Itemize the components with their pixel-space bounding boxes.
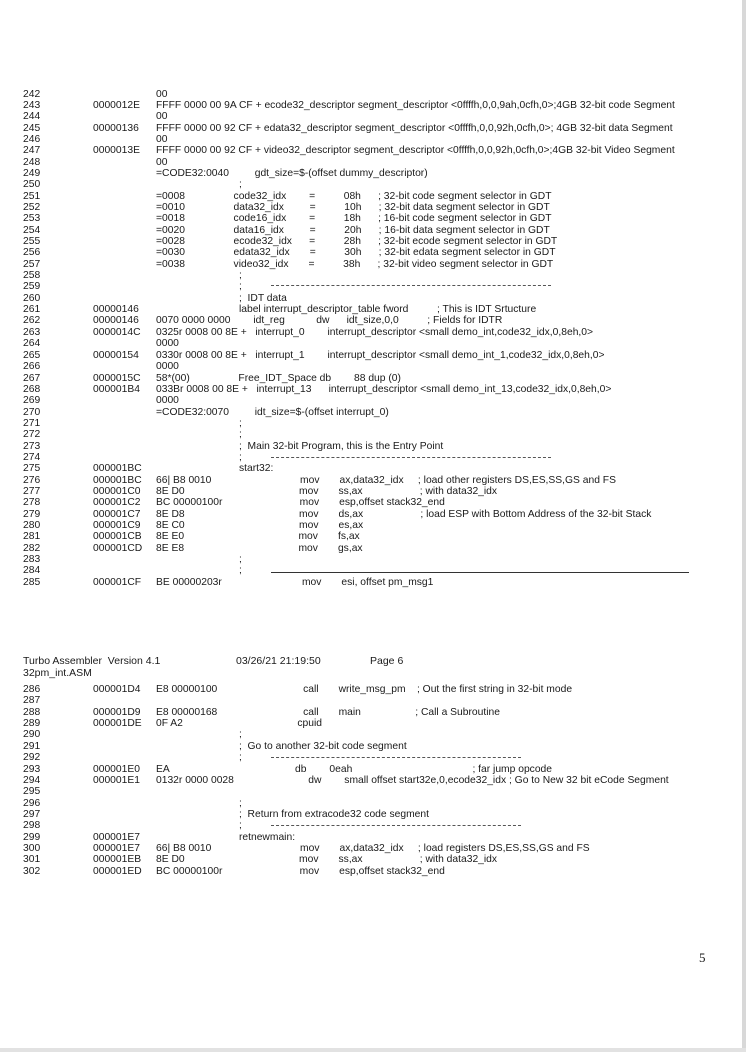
- line-number: 293: [23, 764, 41, 775]
- line-address: 000001E0: [93, 764, 140, 775]
- line-number: 267: [23, 373, 41, 384]
- line-code: 8E E0 mov fs,ax: [156, 531, 360, 542]
- line-number: 280: [23, 520, 41, 531]
- line-code: 8E D0 mov ss,ax ; with data32_idx: [156, 486, 498, 497]
- line-number: 270: [23, 407, 41, 418]
- line-code: =0018 code16_idx = 18h ; 16-bit code segment selector in GDT: [156, 213, 552, 224]
- line-code: =0008 code32_idx = 08h ; 32-bit code segment selector in GDT: [156, 191, 552, 202]
- line-address: 000001E7: [93, 832, 140, 843]
- line-number: 282: [23, 543, 41, 554]
- line-code: 8E C0 mov es,ax: [156, 520, 364, 531]
- line-number: 266: [23, 361, 41, 372]
- line-number: 288: [23, 707, 41, 718]
- line-number: 286: [23, 684, 41, 695]
- line-code: 66| B8 0010 mov ax,data32_idx ; load registers DS,ES,SS,GS and FS: [156, 843, 590, 854]
- line-number: 242: [23, 89, 41, 100]
- line-code: ;: [156, 179, 242, 190]
- line-address: 000001B4: [93, 384, 140, 395]
- line-number: 277: [23, 486, 41, 497]
- line-number: 259: [23, 281, 41, 292]
- line-address: 00000136: [93, 123, 139, 134]
- line-number: 300: [23, 843, 41, 854]
- line-address: 0000015C: [93, 373, 141, 384]
- separator-line: [271, 572, 689, 573]
- line-code: =0028 ecode32_idx = 28h ; 32-bit ecode segment selector in GDT: [156, 236, 558, 247]
- line-code: ;: [156, 798, 242, 809]
- line-number: 271: [23, 418, 41, 429]
- line-code: 0132r 0000 0028 dw small offset start32e,0,ecode32_idx ; Go to New 32 bit eCode Segment: [156, 775, 669, 786]
- line-code: ;: [156, 270, 242, 281]
- line-code: ;: [156, 565, 242, 576]
- line-code: 00: [156, 134, 168, 145]
- line-number: 269: [23, 395, 41, 406]
- line-code: ; IDT data: [156, 293, 287, 304]
- line-number: 244: [23, 111, 41, 122]
- line-code: E8 00000100 call write_msg_pm ; Out the first string in 32-bit mode: [156, 684, 573, 695]
- line-address: 000001CD: [93, 543, 143, 554]
- line-number: 252: [23, 202, 41, 213]
- line-code: ;: [156, 281, 242, 292]
- line-code: ;: [156, 752, 242, 763]
- line-code: ;: [156, 820, 242, 831]
- line-number: 291: [23, 741, 41, 752]
- line-number: 299: [23, 832, 41, 843]
- separator-line: [271, 285, 551, 286]
- page-edge-shadow: [742, 0, 746, 1052]
- line-code: 0000: [156, 395, 179, 406]
- line-code: 66| B8 0010 mov ax,data32_idx ; load other registers DS,ES,SS,GS and FS: [156, 475, 616, 486]
- line-code: =0010 data32_idx = 10h ; 32-bit data segment selector in GDT: [156, 202, 550, 213]
- line-address: 0000012E: [93, 100, 140, 111]
- line-number: 290: [23, 729, 41, 740]
- line-address: 000001BC: [93, 463, 142, 474]
- line-number: 261: [23, 304, 41, 315]
- line-code: =0038 video32_idx = 38h ; 32-bit video segment selector in GDT: [156, 259, 554, 270]
- line-address: 00000154: [93, 350, 139, 361]
- line-number: 285: [23, 577, 41, 588]
- line-address: 000001E7: [93, 843, 140, 854]
- line-code: EA db 0eah ; far jump opcode: [156, 764, 553, 775]
- line-number: 284: [23, 565, 41, 576]
- listing-page-label: Page 6: [370, 655, 404, 667]
- line-address: 00000146: [93, 315, 139, 326]
- listing-datetime: 03/26/21 21:19:50: [236, 655, 321, 667]
- line-number: 297: [23, 809, 41, 820]
- line-code: E8 00000168 call main ; Call a Subroutine: [156, 707, 500, 718]
- line-address: 000001C7: [93, 509, 141, 520]
- line-number: 255: [23, 236, 41, 247]
- line-address: 000001CB: [93, 531, 142, 542]
- line-number: 260: [23, 293, 41, 304]
- line-address: 000001C9: [93, 520, 141, 531]
- line-address: 000001C0: [93, 486, 141, 497]
- line-number: 250: [23, 179, 41, 190]
- line-code: 0F A2 cpuid: [156, 718, 322, 729]
- line-code: =0020 data16_idx = 20h ; 16-bit data segment selector in GDT: [156, 225, 550, 236]
- line-code: 00: [156, 157, 168, 168]
- line-address: 000001D4: [93, 684, 141, 695]
- line-code: ;: [156, 452, 242, 463]
- line-code: ; Return from extracode32 code segment: [156, 809, 429, 820]
- line-code: FFFF 0000 00 92 CF + edata32_descriptor segment_descriptor <0ffffh,0,0,92h,0cfh,0>; 4GB 32-bit data Segment: [156, 123, 673, 134]
- line-number: 249: [23, 168, 41, 179]
- line-address: 000001E1: [93, 775, 140, 786]
- line-code: label interrupt_descriptor_table fword ; This is IDT Srtucture: [156, 304, 537, 315]
- page-edge-shadow: [0, 1048, 746, 1052]
- line-address: 0000014C: [93, 327, 141, 338]
- line-number: 275: [23, 463, 41, 474]
- line-number: 254: [23, 225, 41, 236]
- line-code: 0325r 0008 00 8E + interrupt_0 interrupt_descriptor <small demo_int,code32_idx,0,8eh,0>: [156, 327, 594, 338]
- line-code: BE 00000203r mov esi, offset pm_msg1: [156, 577, 434, 588]
- line-number: 265: [23, 350, 41, 361]
- line-code: ; Main 32-bit Program, this is the Entry Point: [156, 441, 444, 452]
- line-code: 58*(00) Free_IDT_Space db 88 dup (0): [156, 373, 401, 384]
- line-number: 287: [23, 695, 41, 706]
- line-address: 000001DE: [93, 718, 142, 729]
- line-number: 263: [23, 327, 41, 338]
- line-code: 0000: [156, 338, 179, 349]
- line-code: ;: [156, 418, 242, 429]
- line-code: ; Go to another 32-bit code segment: [156, 741, 407, 752]
- line-number: 248: [23, 157, 41, 168]
- line-address: 000001D9: [93, 707, 141, 718]
- line-code: 00: [156, 111, 168, 122]
- line-code: ;: [156, 429, 242, 440]
- line-number: 257: [23, 259, 41, 270]
- line-number: 245: [23, 123, 41, 134]
- line-address: 000001EB: [93, 854, 142, 865]
- line-address: 000001CF: [93, 577, 142, 588]
- line-address: 00000146: [93, 304, 139, 315]
- line-number: 246: [23, 134, 41, 145]
- listing-filename: 32pm_int.ASM: [23, 667, 92, 679]
- line-number: 294: [23, 775, 41, 786]
- line-code: FFFF 0000 00 92 CF + video32_descriptor segment_descriptor <0ffffh,0,0,92h,0cfh,0>;4GB 32-bit Video Segment: [156, 145, 675, 156]
- line-number: 253: [23, 213, 41, 224]
- assembler-version: Turbo Assembler Version 4.1: [23, 655, 161, 667]
- line-address: 000001C2: [93, 497, 141, 508]
- line-number: 279: [23, 509, 41, 520]
- separator-line: [271, 825, 521, 826]
- line-number: 301: [23, 854, 41, 865]
- line-address: 000001BC: [93, 475, 142, 486]
- line-number: 262: [23, 315, 41, 326]
- line-number: 302: [23, 866, 41, 877]
- line-code: 0330r 0008 00 8E + interrupt_1 interrupt_descriptor <small demo_int_1,code32_idx,0,8eh,0>: [156, 350, 605, 361]
- line-code: 0070 0000 0000 idt_reg dw idt_size,0,0 ; Fields for IDTR: [156, 315, 503, 326]
- line-code: 8E D8 mov ds,ax ; load ESP with Bottom Address of the 32-bit Stack: [156, 509, 652, 520]
- line-number: 295: [23, 786, 41, 797]
- line-code: 8E D0 mov ss,ax ; with data32_idx: [156, 854, 498, 865]
- line-number: 256: [23, 247, 41, 258]
- line-code: 0000: [156, 361, 179, 372]
- line-number: 289: [23, 718, 41, 729]
- line-number: 268: [23, 384, 41, 395]
- line-number: 272: [23, 429, 41, 440]
- separator-line: [271, 457, 551, 458]
- line-code: start32:: [156, 463, 274, 474]
- line-number: 298: [23, 820, 41, 831]
- line-code: =0030 edata32_idx = 30h ; 32-bit edata segment selector in GDT: [156, 247, 556, 258]
- separator-line: [271, 757, 521, 758]
- line-number: 274: [23, 452, 41, 463]
- line-number: 283: [23, 554, 41, 565]
- line-code: 033Br 0008 00 8E + interrupt_13 interrupt_descriptor <small demo_int_13,code32_idx,0,8eh,0>: [156, 384, 612, 395]
- line-code: ;: [156, 554, 242, 565]
- line-number: 292: [23, 752, 41, 763]
- line-number: 251: [23, 191, 41, 202]
- line-code: 00: [156, 89, 168, 100]
- line-code: 8E E8 mov gs,ax: [156, 543, 363, 554]
- line-code: retnewmain:: [156, 832, 296, 843]
- line-code: =CODE32:0070 idt_size=$-(offset interrupt_0): [156, 407, 389, 418]
- line-number: 247: [23, 145, 41, 156]
- line-code: =CODE32:0040 gdt_size=$-(offset dummy_descriptor): [156, 168, 428, 179]
- line-number: 278: [23, 497, 41, 508]
- line-number: 276: [23, 475, 41, 486]
- line-number: 281: [23, 531, 41, 542]
- line-code: ;: [156, 729, 242, 740]
- line-address: 0000013E: [93, 145, 140, 156]
- line-number: 243: [23, 100, 41, 111]
- line-number: 264: [23, 338, 41, 349]
- line-number: 273: [23, 441, 41, 452]
- line-number: 258: [23, 270, 41, 281]
- line-address: 000001ED: [93, 866, 142, 877]
- page-number: 5: [699, 950, 706, 965]
- line-code: BC 00000100r mov esp,offset stack32_end: [156, 866, 445, 877]
- line-code: BC 00000100r mov esp,offset stack32_end: [156, 497, 445, 508]
- line-code: FFFF 0000 00 9A CF + ecode32_descriptor segment_descriptor <0ffffh,0,0,9ah,0cfh,0>;4GB 32-bit code Segment: [156, 100, 675, 111]
- line-number: 296: [23, 798, 41, 809]
